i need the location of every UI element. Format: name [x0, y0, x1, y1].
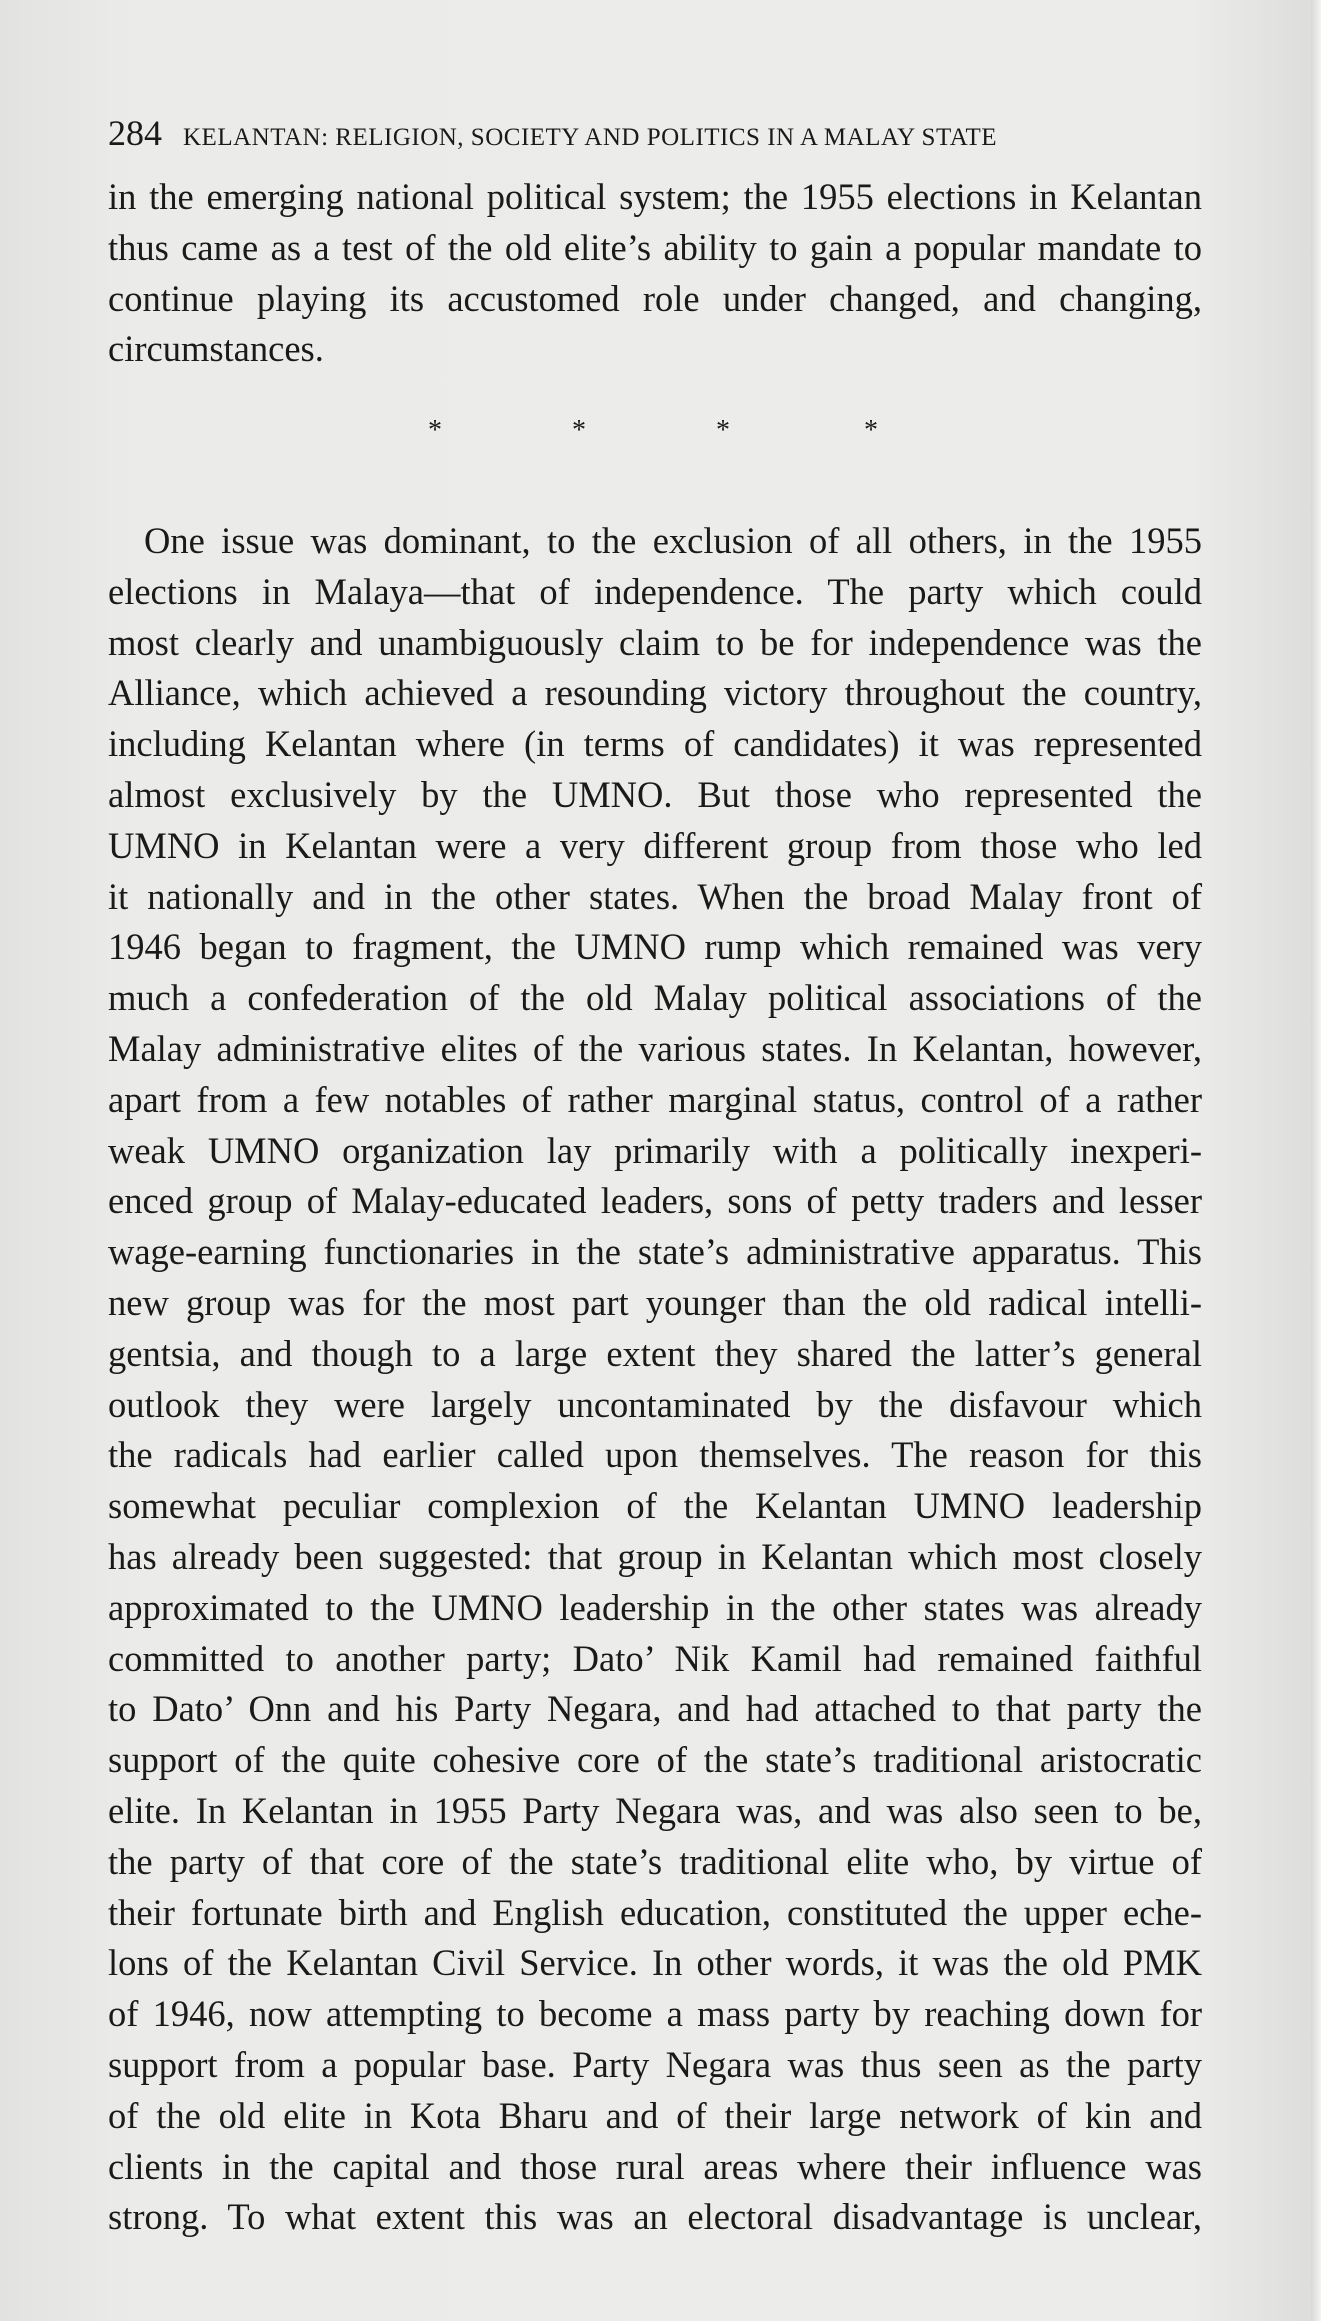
text-line: somewhat peculiar complexion of the Kelantan UMNO leadership [108, 1485, 1202, 1527]
text-line: the radicals had earlier called upon themselves. The reason for this [108, 1434, 1202, 1476]
text-line: of the old elite in Kota Bharu and of their large network of kin and [108, 2094, 1202, 2136]
text-line: wage-earning functionaries in the state’s administrative apparatus. This [108, 1231, 1202, 1273]
text-line: lons of the Kelantan Civil Service. In other words, it was the old PMK [108, 1942, 1202, 1984]
text-line: has already been suggested: that group in Kelantan which most closely [108, 1535, 1202, 1577]
text-line: of 1946, now attempting to become a mass party by reaching down for [108, 1993, 1202, 2035]
text-line: Alliance, which achieved a resounding victory throughout the country, [108, 672, 1202, 714]
text-line: in the emerging national political system; the 1955 elections in Kelantan [108, 176, 1202, 217]
text-line: 1946 began to fragment, the UMNO rump which remained was very [108, 926, 1202, 968]
text-line: most clearly and unambiguously claim to be for independence was the [108, 621, 1202, 663]
running-header [108, 112, 1202, 154]
text-line: gentsia, and though to a large extent they shared the latter’s general [108, 1332, 1202, 1374]
paragraph-1 [108, 172, 1202, 375]
text-line: much a confederation of the old Malay political associations of the [108, 977, 1202, 1019]
page-edge [1311, 0, 1321, 2321]
text-line: UMNO in Kelantan were a very different group from those who led [108, 824, 1202, 866]
text-line: clients in the capital and those rural areas where their influence was [108, 2145, 1202, 2187]
text-line: almost exclusively by the UMNO. But those who represented the [108, 773, 1202, 815]
star-icon: * [428, 415, 442, 446]
text-line: thus came as a test of the old elite’s ability to gain a popular mandate to [108, 226, 1202, 268]
text-line: elite. In Kelantan in 1955 Party Negara was, and was also seen to be, [108, 1789, 1202, 1831]
text-line: committed to another party; Dato’ Nik Kamil had remained faithful [108, 1637, 1202, 1679]
running-title: KELANTAN: RELIGION, SOCIETY AND POLITICS IN A MALAY STATE [183, 124, 998, 151]
text-line: outlook they were largely uncontaminated by the disfavour which [108, 1383, 1202, 1425]
text-line: enced group of Malay-educated leaders, sons of petty traders and lesser [108, 1180, 1202, 1222]
text-line: elections in Malaya—that of independence. The party which could [108, 570, 1202, 612]
text-line: the party of that core of the state’s traditional elite who, by virtue of [108, 1840, 1202, 1882]
star-icon: * [716, 415, 730, 446]
text-line: One issue was dominant, to the exclusion of all others, in the 1955 [144, 520, 1202, 561]
text-line: including Kelantan where (in terms of candidates) it was represented [108, 723, 1202, 765]
text-line: to Dato’ Onn and his Party Negara, and had attached to that party the [108, 1688, 1202, 1730]
text-line: support from a popular base. Party Negara was thus seen as the party [108, 2043, 1202, 2085]
text-line: strong. To what extent this was an electoral disadvantage is unclear, [108, 2196, 1202, 2238]
text-line: new group was for the most part younger than the old radical intelli- [108, 1281, 1202, 1323]
page-number: 284 [108, 113, 162, 153]
text-line: circumstances. [108, 328, 324, 370]
text-line: continue playing its accustomed role under changed, and changing, [108, 277, 1202, 319]
text-line: support of the quite cohesive core of the state’s traditional aristocratic [108, 1739, 1202, 1781]
star-icon: * [864, 415, 878, 446]
text-line: apart from a few notables of rather marginal status, control of a rather [108, 1078, 1202, 1120]
star-icon: * [572, 415, 586, 446]
text-line: their fortunate birth and English education, constituted the upper eche- [108, 1891, 1202, 1933]
text-line: weak UMNO organization lay primarily with a politically inexperi- [108, 1129, 1202, 1171]
text-line: it nationally and in the other states. When the broad Malay front of [108, 875, 1202, 917]
text-line: Malay administrative elites of the various states. In Kelantan, however, [108, 1027, 1202, 1069]
text-line: approximated to the UMNO leadership in the other states was already [108, 1586, 1202, 1628]
paragraph-2 [108, 516, 1202, 2243]
